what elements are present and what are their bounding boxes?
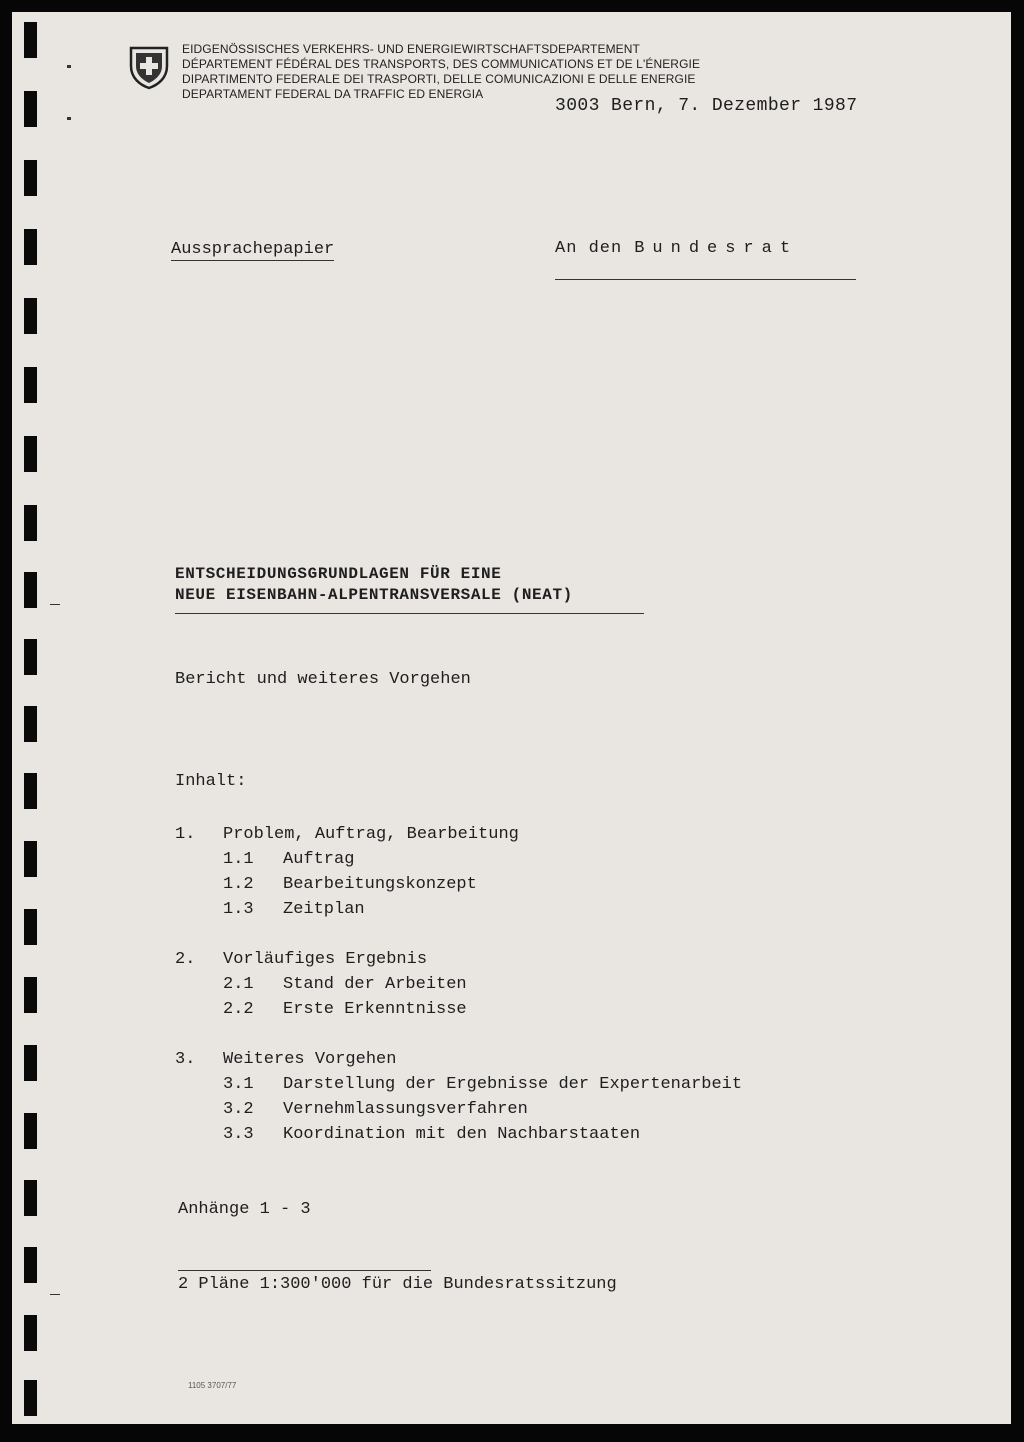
toc-item [175,972,742,997]
title-underline [175,613,644,614]
toc-item [175,1097,742,1122]
title-line-2: NEUE EISENBAHN-ALPENTRANSVERSALE (NEAT) [175,586,573,604]
toc-number: 3.2 [223,1100,254,1119]
toc-label: Koordination mit den Nachbarstaaten [283,1125,641,1144]
title-line-1: ENTSCHEIDUNGSGRUNDLAGEN FÜR EINE [175,565,502,583]
recipient-prefix: An den [555,239,623,258]
toc-section [175,822,742,922]
recipient-body: Bundesrat [634,239,799,258]
toc-label: Vernehmlassungsverfahren [283,1100,528,1119]
toc-label: Darstellung der Ergebnisse der Expertenarbeit [283,1075,743,1094]
toc-number: 1.3 [223,900,254,919]
document-subtitle: Bericht und weiteres Vorgehen [175,670,471,689]
toc-number: 3.3 [223,1125,254,1144]
toc-label: Zeitplan [283,900,365,919]
footnote: 2 Pläne 1:300'000 für die Bundesratssitzung [178,1275,617,1294]
recipient-underline [555,279,856,280]
toc-number: 3. [175,1050,196,1069]
department-letterhead [182,42,700,102]
toc-number: 3.1 [223,1075,254,1094]
toc-item [175,997,742,1022]
document-title [175,564,573,606]
toc-label: Problem, Auftrag, Bearbeitung [223,825,519,844]
toc-item [175,1122,742,1147]
contents-heading: Inhalt: [175,772,247,791]
toc-number: 2.1 [223,975,254,994]
toc-item [175,847,742,872]
department-name-rm: DEPARTAMENT FEDERAL DA TRAFFIC ED ENERGIA [182,87,484,101]
toc-label: Bearbeitungskonzept [283,875,477,894]
document-type: Aussprachepapier [171,240,335,259]
toc-label: Stand der Arbeiten [283,975,467,994]
toc-heading [175,1047,742,1072]
toc-label: Auftrag [283,850,355,869]
form-code: 1105 3707/77 [188,1381,237,1390]
appendix-note: Anhänge 1 - 3 [178,1200,311,1219]
toc-item [175,897,742,922]
toc-section [175,947,742,1022]
toc-number: 1.2 [223,875,254,894]
toc-heading [175,822,742,847]
department-name-it: DIPARTIMENTO FEDERALE DEI TRASPORTI, DELLE COMUNICAZIONI E DELLE ENERGIE [182,72,696,86]
toc-item [175,1072,742,1097]
toc-heading [175,947,742,972]
table-of-contents [175,822,742,1172]
place-date: 3003 Bern, 7. Dezember 1987 [555,96,858,116]
toc-label: Vorläufiges Ergebnis [223,950,428,969]
letter-sheet [12,12,1011,1424]
footnote-divider [178,1270,431,1271]
department-name-de: EIDGENÖSSISCHES VERKEHRS- UND ENERGIEWIRTSCHAFTSDEPARTEMENT [182,42,640,56]
toc-label: Weiteres Vorgehen [223,1050,397,1069]
toc-number: 1.1 [223,850,254,869]
department-name-fr: DÉPARTEMENT FÉDÉRAL DES TRANSPORTS, DES COMMUNICATIONS ET DE L'ÉNERGIE [182,57,701,71]
toc-number: 2.2 [223,1000,254,1019]
swiss-cross-crest-icon [128,44,170,90]
recipient [555,239,798,258]
toc-number: 1. [175,825,196,844]
toc-item [175,872,742,897]
toc-section [175,1047,742,1147]
document-page [12,12,1011,1424]
toc-number: 2. [175,950,196,969]
toc-label: Erste Erkenntnisse [283,1000,467,1019]
